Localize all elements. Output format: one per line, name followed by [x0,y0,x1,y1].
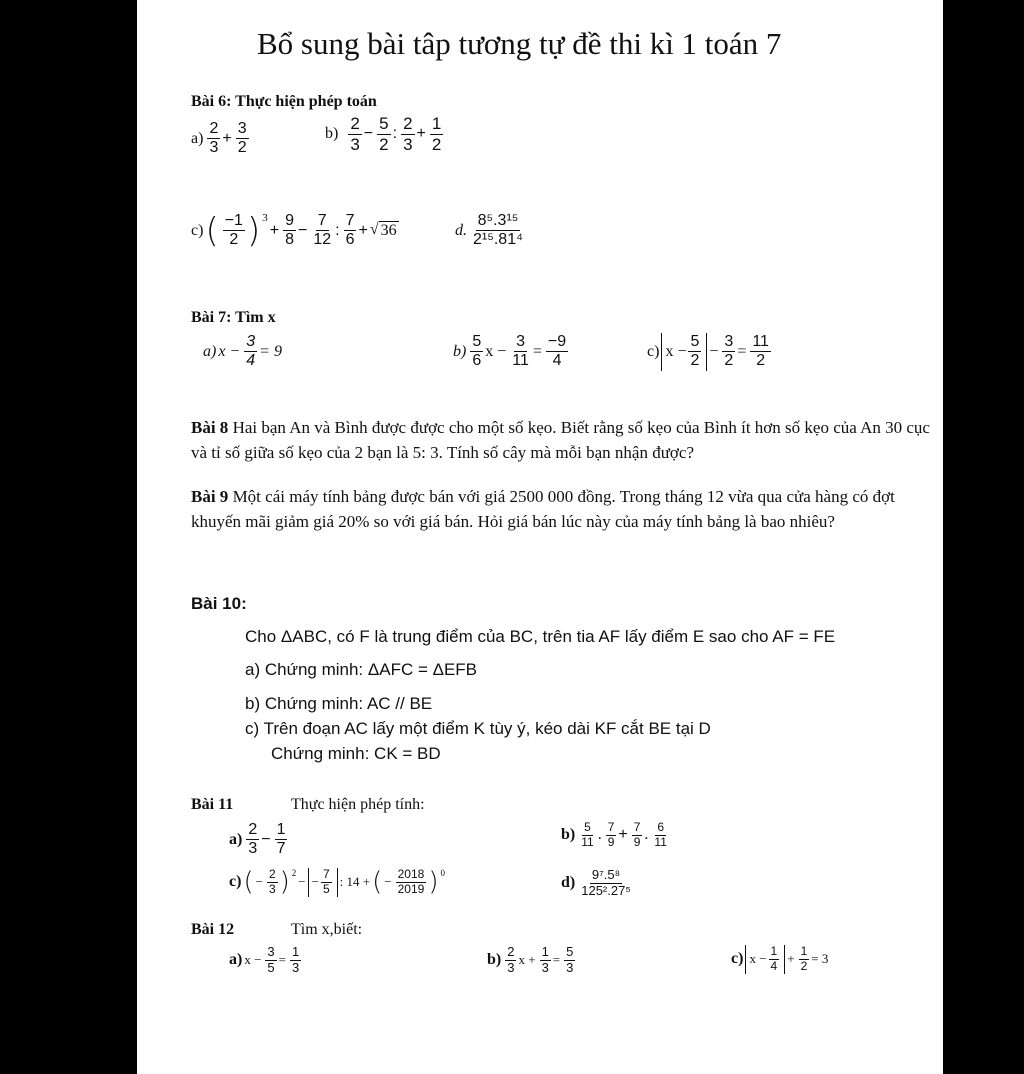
fraction: $\frac{11}{2}$ [752,333,769,370]
fraction: $\frac{1}{3}$ [292,944,300,975]
bai9-heading: Bài 9 [191,487,229,506]
fraction: $\frac{2}{3}$ [209,120,219,157]
fraction: $\frac{5}{6}$ [472,333,482,370]
fraction: $\frac{2}{3}$ [350,114,360,154]
fraction: $\frac{2}{3}$ [248,821,258,858]
fraction: $\frac{5}{11}$ [581,820,594,849]
fraction: $\frac{2018}{2019}$ [397,867,425,896]
bai12-c: c) x − $\frac{1}{4}$ + $\frac{1}{2}$ = 3 [731,944,829,973]
fraction: $\frac{3}{4}$ [246,333,256,370]
bai6-b: b) $\frac{2}{3}$ − $\frac{5}{2}$ : $\frac{2}{3}$ + $\frac{1}{2}$ [325,114,442,154]
fraction: $\frac{6}{11}$ [654,820,667,849]
bai6-heading: Bài 6: Thực hiện phép toán [191,93,377,110]
fraction: $\frac{3}{5}$ [267,944,275,975]
fraction: $\frac{7}{6}$ [345,212,355,249]
page-title: Bổ sung bài tâp tương tự đề thi kì 1 toán 7 [257,26,782,61]
fraction: $\frac{3}{2}$ [724,333,734,370]
bai11-subtitle: Thực hiện phép tính: [291,796,425,813]
fraction: $\frac{7}{5}$ [322,867,330,896]
fraction: $\frac{7}{12}$ [313,212,332,249]
bai10-b: b) Chứng minh: AC // BE [245,694,433,713]
bai10-c-proof: Chứng minh: CK = BD [271,744,441,763]
bai7-c: c) x − $\frac{5}{2}$ − $\frac{3}{2}$ = $\frac{11}{2}$ [647,333,769,370]
bai9-paragraph: Bài 9 Một cái máy tính bảng được bán với giá 2500 000 đồng. Trong tháng 12 vừa qua cửa hàng có đợt khuyến mãi giảm giá 20% so với giá bán. Hỏi giá bán lúc này của máy tính bảng là bao nhiêu? [191,487,895,531]
fraction: $\frac{2}{3}$ [507,944,515,975]
bai7-a: a) x − $\frac{3}{4}$ = 9 [203,333,282,370]
fraction: $\frac{\text{9⁷.5⁸}}{\text{125².27⁵}}$ [581,867,631,898]
bai10-heading: Bài 10: [191,594,247,613]
fraction: $\frac{\text{8⁵.3¹⁵}}{\text{2¹⁵.81⁴}}$ [473,212,523,249]
bai7-b: b) $\frac{5}{6}$ x − $\frac{3}{11}$ = $\frac{-9}{4}$ [453,333,567,370]
fraction: $\frac{7}{9}$ [607,820,615,849]
fraction: $\frac{9}{8}$ [285,212,294,249]
fraction: $\frac{2}{3}$ [403,114,413,154]
bai11-d: d) $\frac{\text{9⁷.5⁸}}{\text{125².27⁵}}$ [561,867,631,898]
bai11-b: b) $\frac{5}{11}$ . $\frac{7}{9}$ + $\frac{7}{9}$ . $\frac{6}{11}$ [561,820,667,849]
fraction: $\frac{1}{2}$ [431,114,442,154]
bai6-d: d. $\frac{\text{8⁵.3¹⁵}}{\text{2¹⁵.81⁴}}$ [455,212,523,249]
fraction: $\frac{-1}{2}$ [224,212,243,249]
fraction: $\frac{5}{2}$ [690,333,700,370]
fraction: $\frac{3}{2}$ [237,120,247,157]
bai12-a: a) x − $\frac{3}{5}$ = $\frac{1}{3}$ [229,944,300,975]
fraction: $\frac{7}{9}$ [633,820,641,849]
fraction: $\frac{2}{3}$ [268,867,276,896]
square-root: √ 36 [369,221,397,240]
bai11-heading: Bài 11 [191,796,234,813]
bai12-heading: Bài 12 [191,921,235,938]
bai8-paragraph: Bài 8 Hai bạn An và Bình được được cho một số kẹo. Biết rằng số kẹo của Bình ít hơn số kẹo của An 30 cục và tỉ số giữa số kẹo của 2 bạn là 5: 3. Tính số cây mà mỗi bạn nhận được? [191,418,930,462]
bai10-a: a) Chứng minh: ΔAFC = ΔEFB [245,660,478,679]
fraction: $\frac{-9}{4}$ [547,333,567,370]
bai10-c: c) Trên đoạn AC lấy một điểm K tùy ý, kéo dài KF cắt BE tại D [245,719,711,738]
fraction: $\frac{3}{11}$ [512,333,529,370]
document-page [137,0,943,1074]
bai11-c: c) ( − $\frac{2}{3}$ ) $^2$ − − $\frac{7}{5}$ : 14 + ( − $\frac{2018}{2019}$ ) $^0$ [229,867,445,898]
fraction: $\frac{5}{2}$ [379,114,389,154]
bai7-heading: Bài 7: Tìm x [191,309,276,326]
fraction: $\frac{1}{7}$ [276,821,286,858]
bai6-c: c) ( $\frac{-1}{2}$ ) $^3$ + $\frac{9}{8}$ − $\frac{7}{12}$ : $\frac{7}{6}$ + √ 36 [191,210,397,251]
bai11-a: a) $\frac{2}{3}$ − $\frac{1}{7}$ [229,821,286,858]
absolute-value: − $\frac{7}{5}$ [308,868,338,897]
bai12-subtitle: Tìm x,biết: [291,921,363,938]
fraction: $\frac{5}{3}$ [566,944,574,975]
absolute-value: x − $\frac{1}{4}$ [745,945,785,974]
bai8-heading: Bài 8 [191,418,229,437]
bai6-a: a) $\frac{2}{3}$ + $\frac{3}{2}$ [191,120,247,157]
bai10-intro: Cho ΔABC, có F là trung điểm của BC, trên tia AF lấy điểm E sao cho AF = FE [245,627,836,646]
bai12-b: b) $\frac{2}{3}$ x + $\frac{1}{3}$ = $\frac{5}{3}$ [487,944,574,975]
fraction: $\frac{1}{3}$ [541,944,549,975]
absolute-value: x − $\frac{5}{2}$ [661,333,707,371]
fraction: $\frac{1}{4}$ [770,944,778,973]
fraction: $\frac{1}{2}$ [800,944,808,973]
